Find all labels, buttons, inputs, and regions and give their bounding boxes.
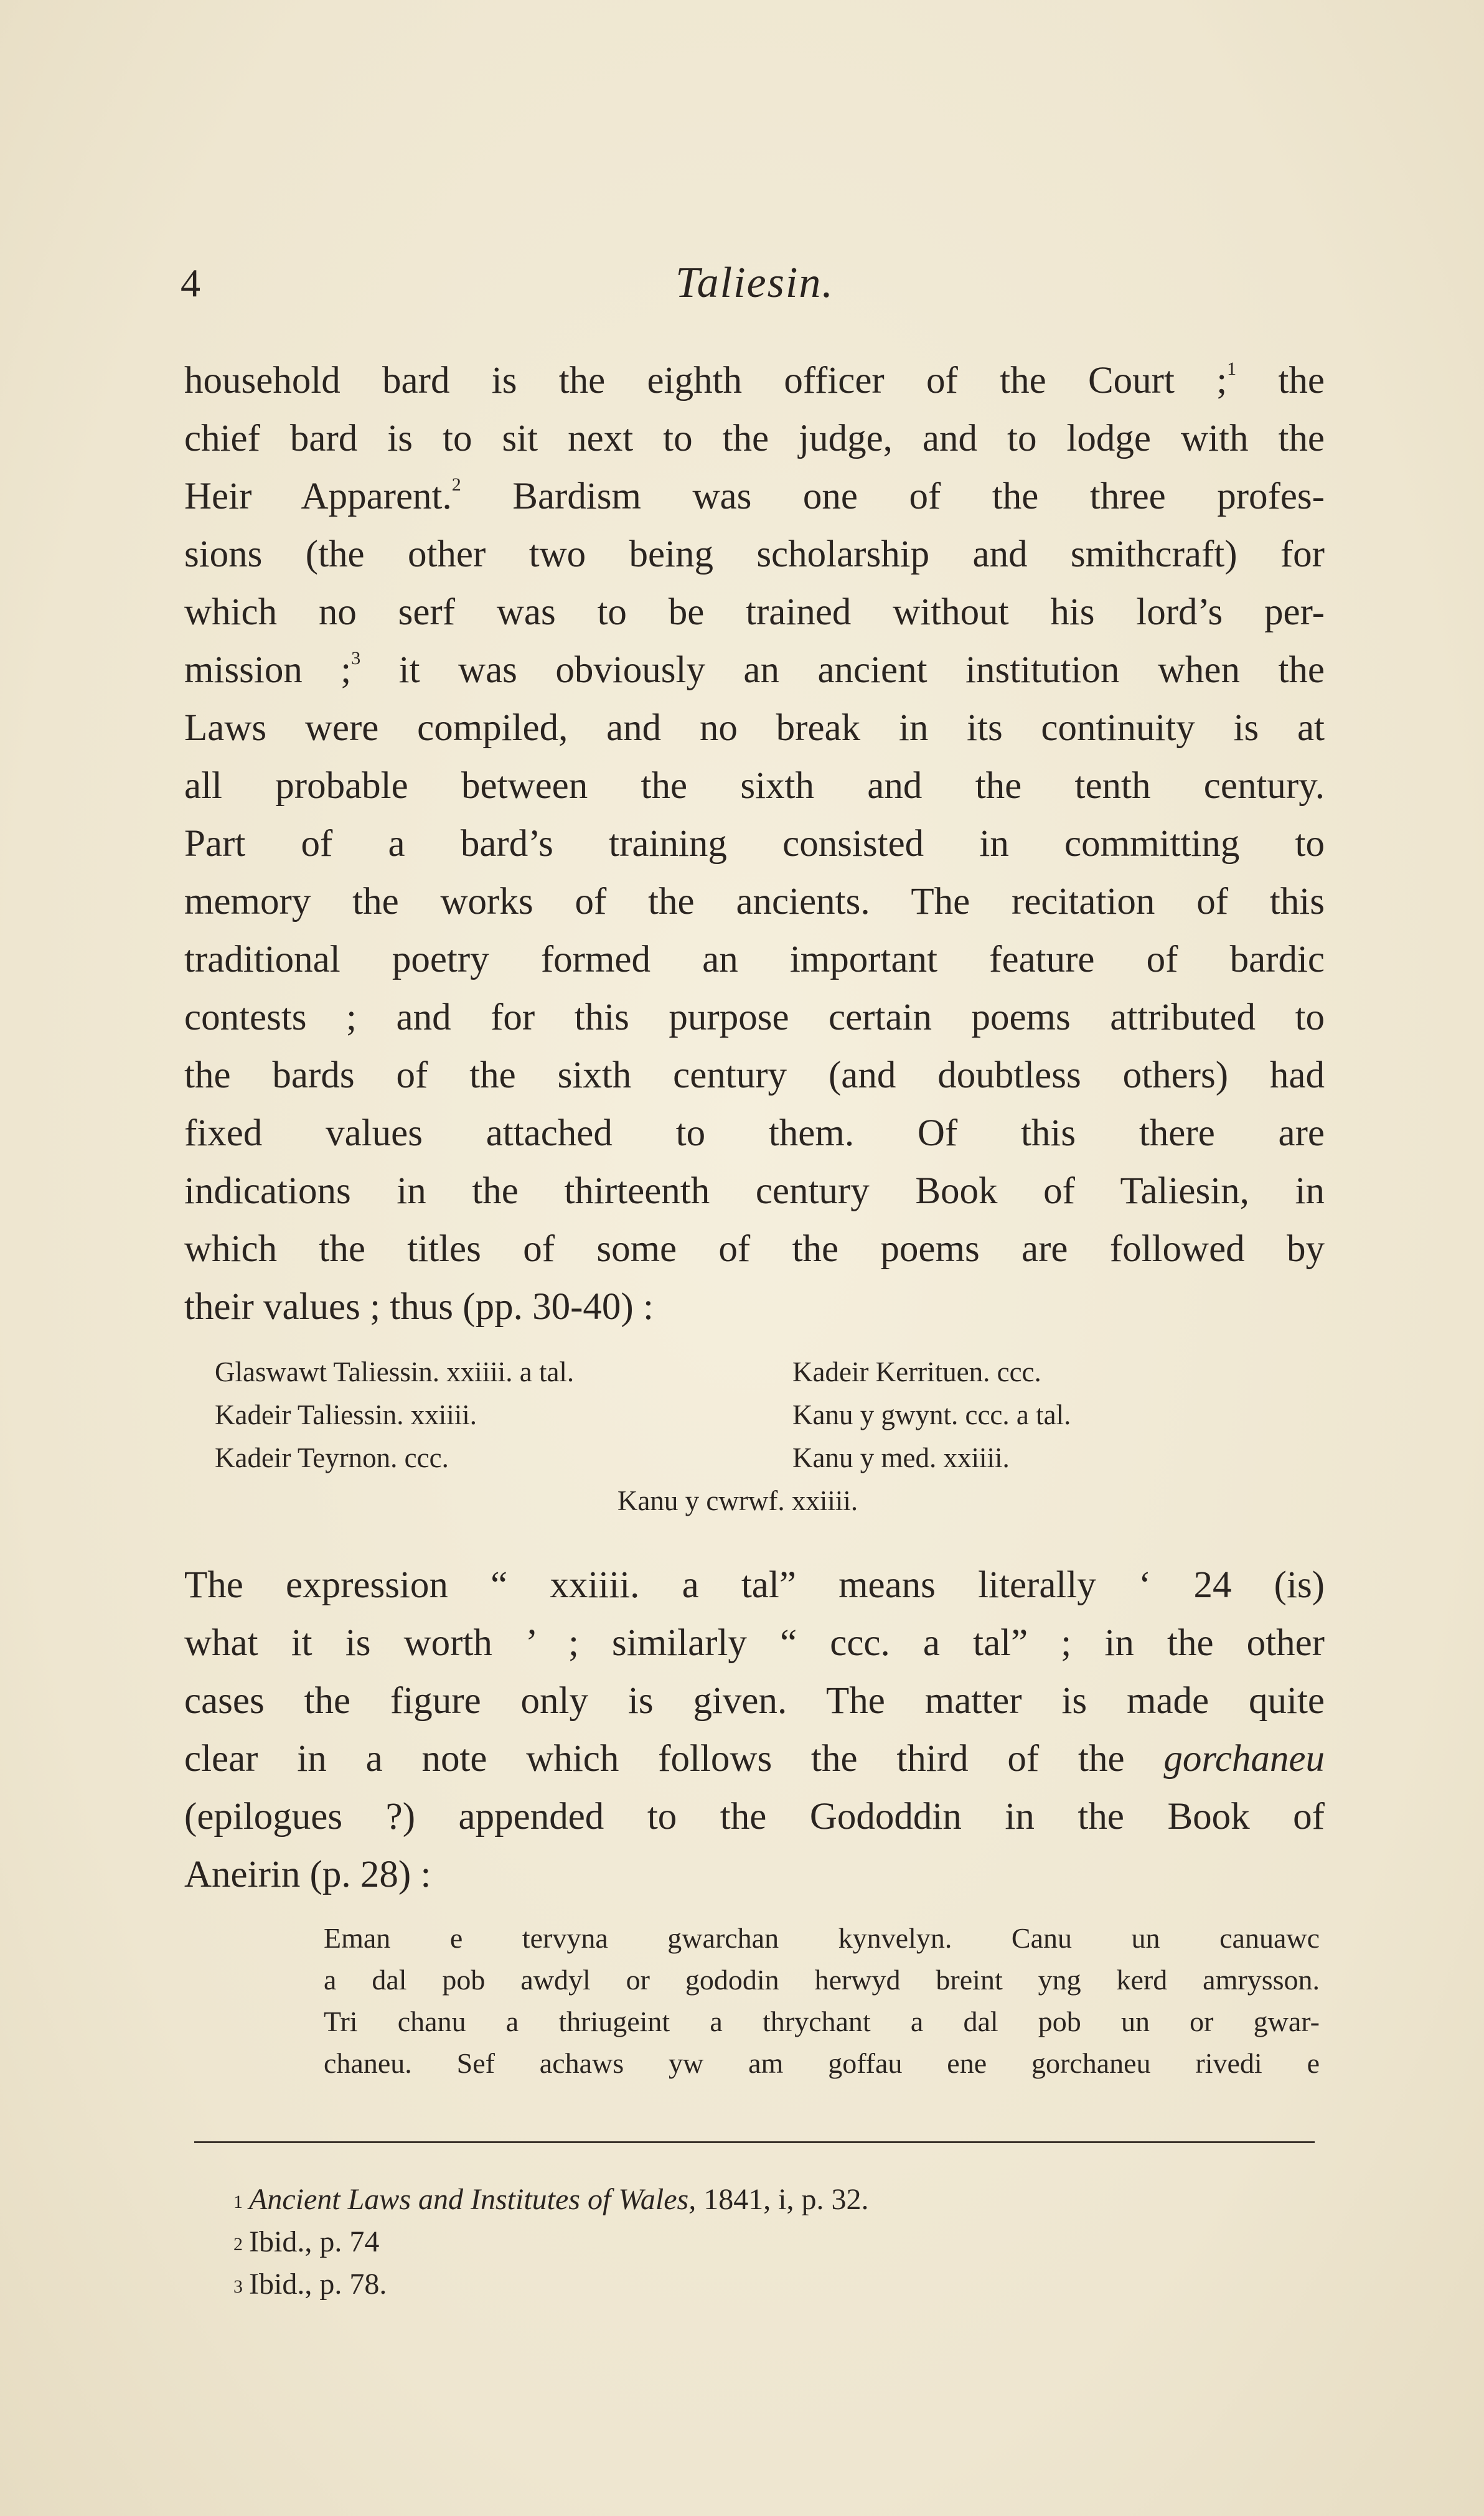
footnote-mark: 3 — [233, 2276, 243, 2297]
text-line: Laws were compiled, and no break in its continuity is at — [184, 707, 1325, 749]
text-line: which the titles of some of the poems are followed by — [184, 1228, 1325, 1270]
text-line: all probable between the sixth and the tenth century. — [184, 765, 1325, 807]
values-entry: Kanu y cwrwf. xxiiii. — [617, 1485, 858, 1516]
welsh-quotation — [324, 1917, 1320, 2084]
text-line: contests ; and for this purpose certain poems attributed to — [184, 997, 1325, 1038]
text-line: Heir Apparent.$^2$ Bardism was one of the three profes- — [184, 474, 1325, 517]
text-line: (epilogues ?) appended to the Gododdin in the Book of — [184, 1796, 1325, 1838]
page-number: 4 — [181, 261, 200, 305]
text-line: The expression “ xxiiii. a tal” means literally ‘ 24 (is) — [184, 1564, 1325, 1606]
page-header — [181, 252, 1329, 314]
footnote-ref: 2 — [451, 474, 461, 495]
quote-line: Eman e tervyna gwarchan kynvelyn. Canu un canuawc — [324, 1922, 1320, 1954]
text-line: Part of a bard’s training consisted in committing to — [184, 823, 1325, 865]
footnote-ref: 3 — [351, 648, 361, 669]
running-title: Taliesin. — [675, 259, 834, 307]
quote-line: a dal pob awdyl or gododin herwyd breint yng kerd amrysson. — [324, 1964, 1320, 1996]
values-entry: Kadeir Kerrituen. ccc. — [792, 1356, 1041, 1387]
text-line: cases the figure only is given. The matter is made quite — [184, 1680, 1325, 1722]
footnote-mark: 2 — [233, 2234, 243, 2255]
paragraph-2 — [184, 1556, 1325, 1903]
values-entry: Kanu y gwynt. ccc. a tal. — [792, 1399, 1071, 1430]
footnote: $^1$ Ancient Laws and Institutes of Wales, 1841, i, p. 32. — [233, 2183, 869, 2216]
footnote-mark: 1 — [233, 2192, 243, 2212]
paragraph-1 — [184, 352, 1325, 1336]
text-line: memory the works of the ancients. The recitation of this — [184, 881, 1325, 922]
values-row — [215, 1480, 1261, 1523]
text-line: their values ; thus (pp. 30-40) : — [184, 1286, 654, 1328]
text-line: sions (the other two being scholarship and smithcraft) for — [184, 533, 1325, 575]
footnote-ref: 1 — [1227, 359, 1237, 379]
footnote: $^2$ Ibid., p. 74 — [233, 2225, 380, 2258]
values-entry: Kanu y med. xxiiii. — [792, 1442, 1010, 1473]
values-row — [215, 1351, 1261, 1394]
values-entry: Kadeir Taliessin. xxiiii. — [215, 1399, 477, 1430]
quote-line: Tri chanu a thriugeint a thrychant a dal pob un or gwar- — [324, 2006, 1320, 2037]
footnote-divider — [194, 2141, 1315, 2143]
text-line: indications in the thirteenth century Book of Taliesin, in — [184, 1170, 1325, 1212]
text-line: Aneirin (p. 28) : — [184, 1854, 431, 1895]
text-line: what it is worth ’ ; similarly “ ccc. a tal” ; in the other — [184, 1622, 1325, 1664]
text-line: traditional poetry formed an important feature of bardic — [184, 939, 1325, 980]
text-line: which no serf was to be trained without his lord’s per- — [184, 591, 1325, 633]
text-line: fixed values attached to them. Of this there are — [184, 1112, 1325, 1154]
text-line: household bard is the eighth officer of the Court ;$^1$ the — [184, 359, 1325, 401]
italic-word: gorchaneu — [1163, 1738, 1325, 1780]
text-line: clear in a note which follows the third of the gorchaneu — [184, 1738, 1325, 1780]
footnotes — [233, 2179, 1292, 2306]
footnote: $^3$ Ibid., p. 78. — [233, 2268, 387, 2301]
values-entry: Kadeir Teyrnon. ccc. — [215, 1442, 449, 1473]
quote-line: chaneu. Sef achaws yw am goffau ene gorchaneu rivedi e — [324, 2047, 1320, 2079]
values-entry: Glaswawt Taliessin. xxiiii. a tal. — [215, 1356, 575, 1387]
footnote-title: Ancient Laws and Institutes of Wales, — [249, 2183, 697, 2216]
text-line: the bards of the sixth century (and doubtless others) had — [184, 1054, 1325, 1096]
text-line: chief bard is to sit next to the judge, and to lodge with the — [184, 418, 1325, 459]
values-row — [215, 1437, 1261, 1480]
poem-values-list — [215, 1351, 1261, 1523]
text-line: mission ;$^3$ it was obviously an ancient institution when the — [184, 648, 1325, 691]
values-row — [215, 1394, 1261, 1437]
